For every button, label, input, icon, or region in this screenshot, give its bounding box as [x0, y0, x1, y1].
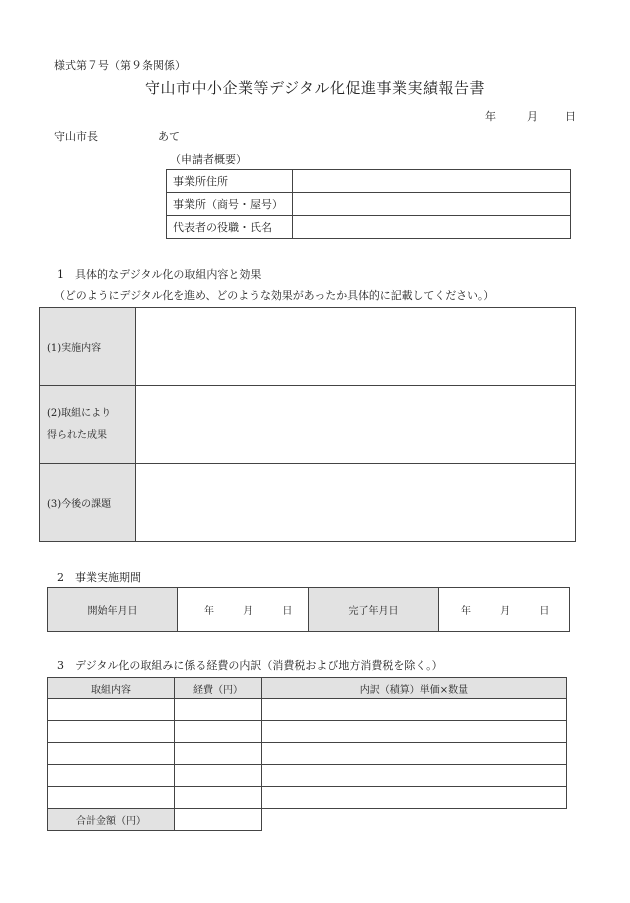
expense-row — [48, 721, 567, 743]
section1-label — [40, 464, 136, 542]
end-month: 月 — [500, 606, 511, 617]
start-month: 月 — [243, 606, 254, 617]
future-issues-field[interactable] — [136, 464, 576, 542]
label-line2: 得られた成果 — [47, 429, 107, 441]
expense-row — [48, 699, 567, 721]
expense-cost-cell[interactable] — [175, 699, 262, 721]
expense-item-cell[interactable] — [48, 721, 175, 743]
expense-item-cell[interactable] — [48, 743, 175, 765]
expense-table — [47, 677, 567, 831]
end-date-field[interactable] — [439, 588, 570, 632]
date-month: 月 — [527, 110, 538, 123]
expense-breakdown-cell[interactable] — [262, 743, 567, 765]
applicant-heading: （申請者概要） — [170, 153, 247, 166]
label-line1: (3)今後の課題 — [47, 499, 112, 510]
applicant-label: 事業所（商号・屋号） — [167, 193, 293, 216]
expense-item-cell[interactable] — [48, 699, 175, 721]
addressee-name: 守山市長 — [54, 130, 98, 143]
section1-table — [39, 307, 576, 542]
expense-item-cell[interactable] — [48, 787, 175, 809]
period-row — [48, 588, 570, 632]
expense-item-cell[interactable] — [48, 765, 175, 787]
expense-breakdown-cell[interactable] — [262, 787, 567, 809]
section1-label — [40, 386, 136, 464]
start-date-field[interactable] — [178, 588, 309, 632]
label-line1: (1)実施内容 — [47, 343, 102, 354]
total-amount-field[interactable] — [175, 809, 262, 831]
start-day: 日 — [282, 606, 293, 617]
total-label: 合計金額（円） — [48, 809, 175, 831]
representative-field[interactable] — [293, 216, 571, 239]
section1-row — [40, 386, 576, 464]
expense-total-row — [48, 809, 567, 831]
applicant-label: 代表者の役職・氏名 — [167, 216, 293, 239]
expense-header-row — [48, 678, 567, 699]
section1-row — [40, 308, 576, 386]
section1-row — [40, 464, 576, 542]
applicant-row — [167, 216, 571, 239]
expense-row — [48, 787, 567, 809]
applicant-table — [166, 169, 571, 239]
section1-note: （どのようにデジタル化を進め、どのような効果があったか具体的に記載してください。） — [54, 289, 495, 302]
applicant-label: 事業所住所 — [167, 170, 293, 193]
address-field[interactable] — [293, 170, 571, 193]
start-year: 年 — [204, 606, 214, 617]
end-date-label: 完了年月日 — [309, 588, 439, 632]
expense-breakdown-cell[interactable] — [262, 721, 567, 743]
date-year: 年 — [485, 110, 496, 123]
period-table — [47, 587, 570, 632]
expense-cost-cell[interactable] — [175, 787, 262, 809]
form-number: 様式第７号（第９条関係） — [54, 59, 186, 72]
end-day: 日 — [539, 606, 550, 617]
end-year: 年 — [461, 606, 471, 617]
page-title: 守山市中小企業等デジタル化促進事業実績報告書 — [144, 79, 486, 97]
results-field[interactable] — [136, 386, 576, 464]
col-header-item: 取組内容 — [48, 678, 175, 699]
col-header-breakdown: 内訳（積算）単価×数量 — [262, 678, 567, 699]
section2-heading: 2 事業実施期間 — [57, 571, 141, 584]
section1-label — [40, 308, 136, 386]
label-line1: (2)取組により — [47, 407, 112, 419]
implementation-field[interactable] — [136, 308, 576, 386]
expense-cost-cell[interactable] — [175, 765, 262, 787]
addressee-suffix: あて — [158, 130, 180, 143]
total-row-blank — [262, 809, 567, 831]
expense-cost-cell[interactable] — [175, 721, 262, 743]
expense-row — [48, 765, 567, 787]
applicant-row — [167, 193, 571, 216]
start-date-label: 開始年月日 — [48, 588, 178, 632]
expense-cost-cell[interactable] — [175, 743, 262, 765]
expense-breakdown-cell[interactable] — [262, 699, 567, 721]
col-header-cost: 経費（円） — [175, 678, 262, 699]
section3-heading: 3 デジタル化の取組みに係る経費の内訳（消費税および地方消費税を除く。） — [57, 659, 443, 672]
business-name-field[interactable] — [293, 193, 571, 216]
expense-row — [48, 743, 567, 765]
applicant-row — [167, 170, 571, 193]
expense-breakdown-cell[interactable] — [262, 765, 567, 787]
section1-heading: 1 具体的なデジタル化の取組内容と効果 — [57, 268, 262, 281]
date-day: 日 — [565, 110, 576, 123]
